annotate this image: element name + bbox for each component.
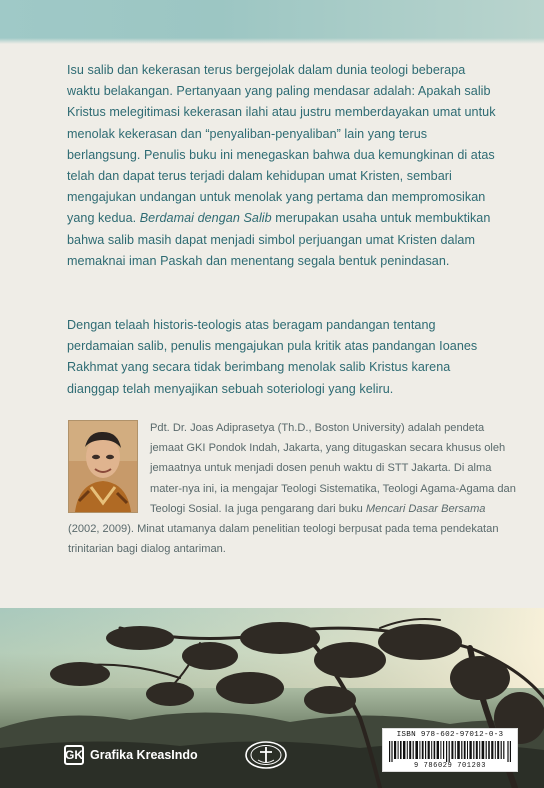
author-bio-block — [68, 418, 520, 556]
blurb-text-1a: Isu salib dan kekerasan terus bergejolak dalam dunia teologi beberapa waktu belakangan. Pertanyaan yang paling mendasar adalah: Apakah salib Kristus melegitimasi kekerasan ilahi atau justru memberdayakan umat untuk menolak kekerasan dan “penyaliban-penyaliban” lain yang terus berlangsung. Penulis buku ini menegaskan bahwa dua kemungkinan di atas telah dan dapat terus terjadi dalam kehidupan umat Kristen, sembari mengajukan undangan untuk menolak yang pertama dan mempromosikan yang kedua. — [67, 63, 496, 226]
blurb-paragraph-1 — [67, 60, 499, 272]
author-bio-text-a: Pdt. Dr. Joas Adiprasetya (Th.D., Boston University) adalah pendeta jemaat GKI Pondok Indah, Jakarta, yang ditugaskan secara khusus oleh jemaatnya untuk menjadi dosen penuh waktu di STT Jakarta. Di alma mater-nya ini, ia mengajar Teologi Sistematika, Teologi Agama-Agama dan Teologi Sosial. Ia juga pengarang dari buku — [150, 422, 516, 515]
isbn-number: ISBN 978-602-97012-0-3 — [396, 731, 504, 739]
book-title-italic: Berdamai dengan Salib — [139, 211, 272, 226]
barcode-bars — [389, 741, 511, 762]
blurb-paragraph-2: Dengan telaah historis-teologis atas beragam pandangan tentang perdamaian salib, penulis mengajukan pula kritik atas pandangan Ioanes Rakhmat yang secara tidak berimbang menolak salib Kristus karena dianggap telah menyajikan sebuah soteriologi yang keliru. — [67, 318, 478, 396]
publisher-logo-icon: GK — [64, 745, 84, 765]
blurb-text-1b: merupakan usaha untuk membuktikan bahwa salib masih dapat menjadi simbol perjuangan umat Kristen dalam memaknai iman Paskah dan menentang segala bentuk penindasan. — [67, 211, 491, 268]
barcode-digits: 9 786029 701203 — [413, 762, 486, 770]
publisher-name: Grafika KreasIndo — [90, 748, 198, 762]
isbn-barcode — [382, 728, 518, 772]
author-bio-text-b: (2002, 2009). Minat utamanya dalam penelitian teologi berpusat pada tema pendekatan trinitarian bagi dialog antariman. — [68, 523, 499, 556]
top-color-band — [0, 0, 544, 44]
publisher-brand — [64, 742, 198, 768]
author-book-title-italic: Mencari Dasar Bersama — [365, 502, 486, 515]
institution-seal-icon — [244, 740, 288, 770]
